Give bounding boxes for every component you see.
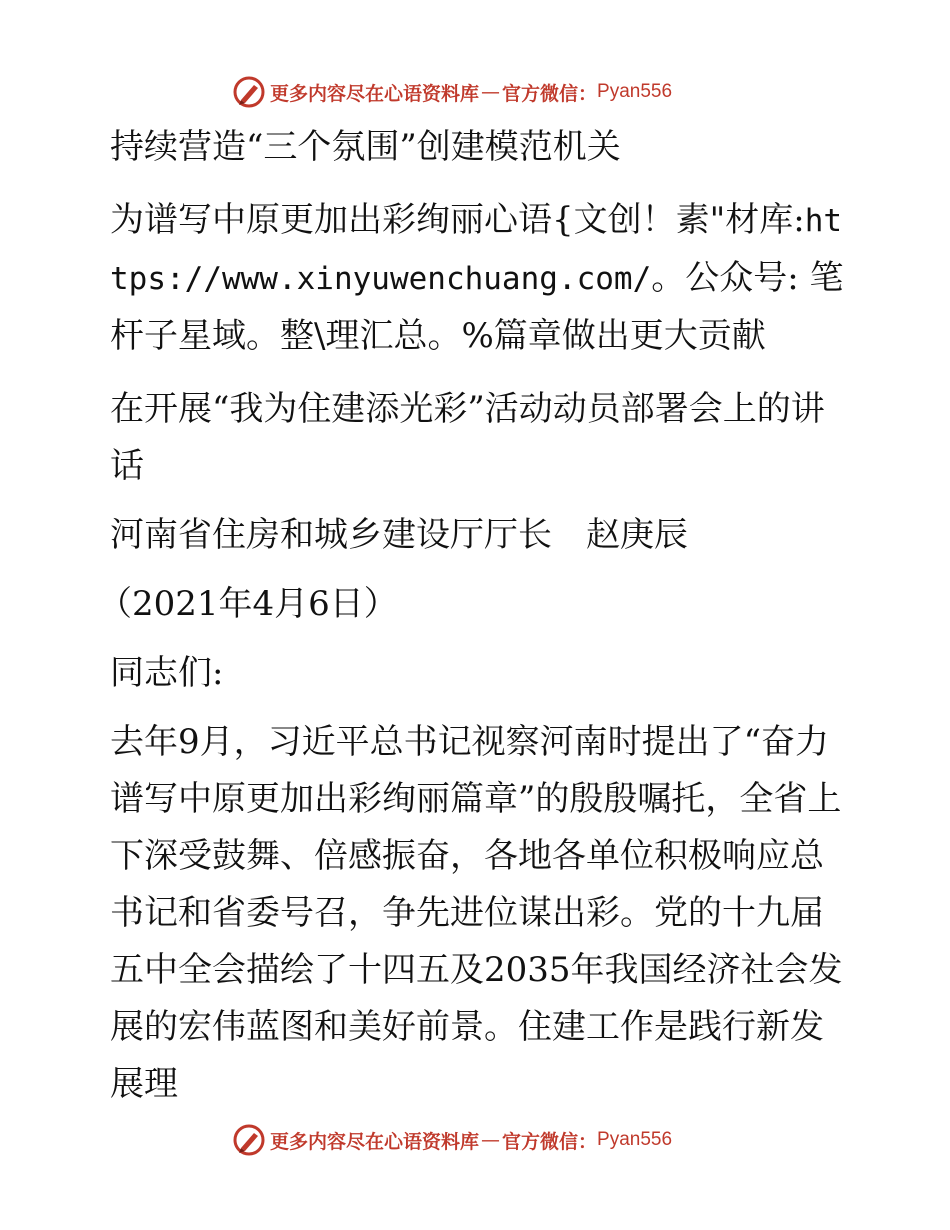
header-banner (232, 72, 672, 112)
body-paragraph: 去年9月，习近平总书记视察河南时提出了“奋力谱写中原更加出彩绚丽篇章”的殷殷嘱托，全省上下深受鼓舞、倍感振奋，各地各单位积极响应总书记和省委号召，争先进位谋出彩。党的十九届五中全会描绘了十四五及2035年我国经济社会发展的宏伟蓝图和美好前景。住建工作是践行新发展理 (110, 722, 843, 1104)
doc-subtitle (98, 192, 850, 365)
pen-logo-icon (232, 1123, 266, 1157)
banner-wechat-label: 官方微信： (502, 82, 598, 105)
subtitle-url-link[interactable]: https://www.xinyuwenchuang.com/ (110, 203, 843, 297)
speaker-line: 河南省住房和城乡建设厅厅长 赵庚辰 (110, 515, 688, 555)
doc-title: 持续营造“三个氛围”创建模范机关 (110, 127, 621, 167)
footer-banner (232, 1120, 672, 1160)
date-line: （2021年4月6日） (98, 584, 398, 624)
banner-wechat-id: Pyan556 (597, 1129, 673, 1150)
speech-title: 在开展“我为住建添光彩”活动动员部署会上的讲话 (110, 389, 825, 486)
banner-separator: — (481, 81, 501, 103)
greeting: 同志们: (110, 653, 224, 693)
banner-wechat-id: Pyan556 (597, 81, 673, 102)
banner-slogan: 更多内容尽在心语资料库 (270, 1130, 480, 1153)
subtitle-part-2: 。公众号: 笔杆子星域。整\理汇总。%篇章做出更大贡献 (110, 258, 844, 356)
document-body (98, 119, 850, 1113)
banner-wechat-label: 官方微信： (502, 1130, 598, 1153)
pen-logo-icon (232, 75, 266, 109)
subtitle-part-1: 为谱写中原更加出彩绚丽心语{文创！素"材库: (110, 200, 805, 240)
banner-separator: — (481, 1129, 501, 1151)
banner-slogan: 更多内容尽在心语资料库 (270, 82, 480, 105)
